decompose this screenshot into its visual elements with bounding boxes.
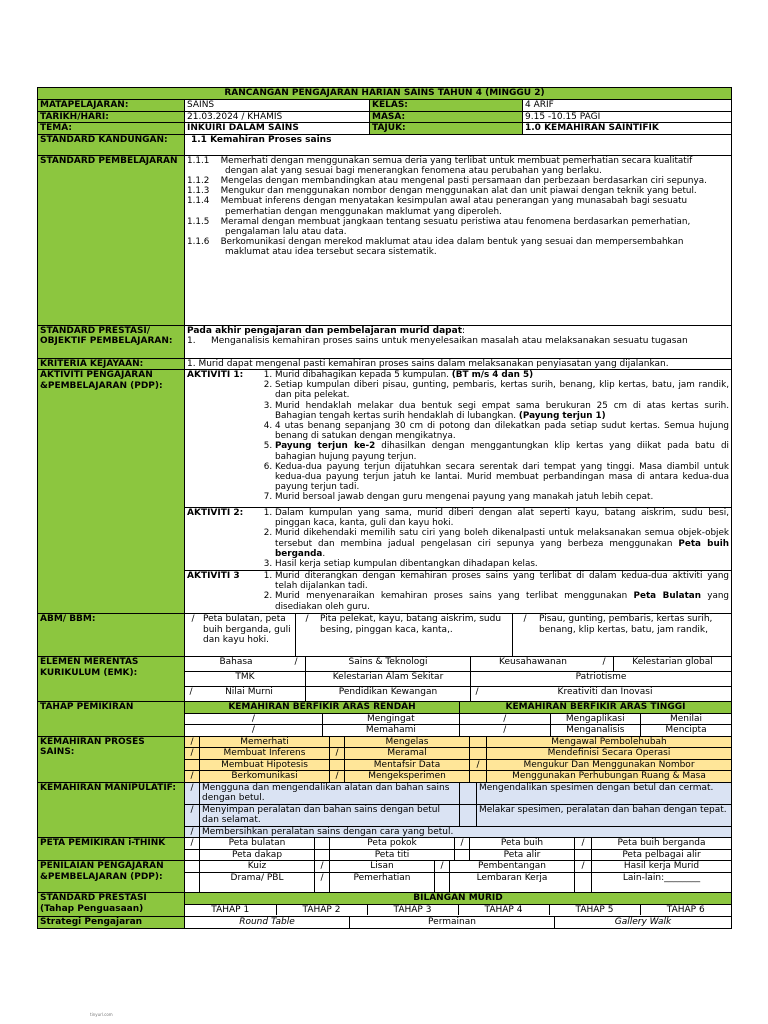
list-item: 4. 4 utas benang sepanjang 30 cm di potong dan dilekatkan pada setiap sudut kertas. Semua hujung benang di satukan dengan mengikatnya.: [275, 421, 729, 441]
sp-text-cont: maklumat atau idea tersebut secara sistematik.: [225, 247, 437, 258]
sp-text-cont: pemerhatian dengan menggunakan maklumat yang diperoleh.: [225, 206, 502, 217]
list-item: 2. Murid dikehendaki memilih satu ciri yang boleh dikenalpasti untuk melaksanakan semua objek-objek tersebut dan membina jadual pengelasan ciri sepunya yang berbeza menggunakan Peta buih berganda.: [275, 528, 729, 559]
manipulatif-item: Mengguna dan mengendalikan alatan dan bahan sains dengan betul.: [200, 783, 460, 805]
sp-text: Mengukur dan menggunakan nombor dengan menggunakan alat dan unit piawai dengan teknik yang betul.: [220, 186, 697, 197]
objektif-label: STANDARD PRESTASI/ OBJEKTIF PEMBELAJARAN:: [38, 325, 185, 358]
aktiviti-3: [185, 571, 732, 614]
tahap-cell: TAHAP 1: [185, 904, 276, 915]
aktiviti-1-title: AKTIVITI 1:: [187, 370, 244, 380]
sp-text: Berkomunikasi dengan merekod maklumat atau idea dalam bentuk yang sesuai dan mempersembahkan: [220, 237, 684, 248]
penilaian-item: Drama/ PBL: [200, 872, 315, 892]
emk-item: Pendidikan Kewangan: [306, 687, 471, 701]
penilaian-item: Pembentangan: [450, 861, 575, 872]
emk-item: Keusahawanan: [499, 657, 567, 667]
manipulatif-item: Mengendalikan spesimen dengan betul dan cermat.: [479, 782, 714, 793]
tahap-item: Mengaplikasi: [550, 713, 641, 725]
tahap-item: Mencipta: [665, 725, 707, 735]
penilaian-item: Kuiz: [200, 861, 315, 872]
bilangan-murid-header: BILANGAN MURID: [413, 893, 503, 903]
sp-text: Meramal dengan membuat jangkaan tentang sesuatu peristiwa atau fenomena berdasarkan pemerhatian,: [220, 216, 691, 227]
tahap-item: Memahami: [322, 725, 459, 736]
tahap-item: Menilai: [669, 713, 703, 724]
sp-number: 1.1.3: [187, 186, 210, 197]
penilaian-item: Hasil kerja Murid: [623, 861, 700, 871]
kbat-rendah-header: KEMAHIRAN BERFIKIR ARAS RENDAH: [185, 702, 460, 713]
kbat-tinggi-header: KEMAHIRAN BERFIKIR ARAS TINGGI: [505, 702, 686, 712]
tarikh-label: TARIKH/HARI:: [38, 111, 185, 123]
tahap-cell: TAHAP 6: [666, 904, 705, 915]
tahap-cell: TAHAP 3: [367, 904, 458, 915]
kelas-value: 4 ARIF: [523, 100, 732, 112]
tajuk-label: TAJUK:: [370, 123, 523, 135]
abm-item-2: Pita pelekat, kayu, batang aiskrim, sudu besing, pinggan kaca, kanta,.: [318, 614, 513, 656]
kps-item: Mengeksperimen: [345, 771, 470, 782]
abm-item-3: Pisau, gunting, pembaris, kertas surih, benang, klip kertas, batu, jam randik,: [539, 614, 713, 635]
list-item: 3. Murid hendaklah melakar dua bentuk segi empat sama berukuran 25 cm di atas kertas surih. Bahagian tengah kertas surih hendaklah di lubangkan. (Payung terjun 1): [275, 401, 729, 421]
matapelajaran-label: MATAPELAJARAN:: [38, 100, 185, 112]
kps-item: Berkomunikasi: [200, 771, 330, 782]
aktiviti-1: [185, 370, 732, 508]
emk-item: Bahasa: [219, 657, 253, 667]
check-mark: /: [523, 614, 527, 624]
ithink-item: Peta pelbagai alir: [622, 849, 701, 860]
sp-item: [187, 196, 729, 206]
tahap-cell: TAHAP 2: [276, 904, 367, 915]
abm-label: ABM/ BBM:: [38, 614, 185, 657]
document-title: RANCANGAN PENGAJARAN HARIAN SAINS TAHUN 4 (MINGGU 2): [38, 88, 732, 100]
emk-item: Kelestarian global: [632, 657, 713, 667]
penilaian-label: PENILAIAN PENGAJARAN &PEMBELAJARAN (PDP):: [38, 861, 185, 893]
manipulatif-item: Melakar spesimen, peralatan dan bahan dengan tepat.: [479, 804, 727, 815]
penilaian-item: Lembaran Kerja: [450, 872, 575, 892]
kps-item: Mengukur Dan Menggunakan Nombor: [523, 759, 695, 770]
sp-number: 1.1.2: [187, 175, 210, 186]
kps-item: Membuat Inferens: [200, 748, 330, 760]
list-item: 3. Hasil kerja setiap kumpulan dibentangkan dihadapan kelas.: [275, 559, 729, 569]
kps-item: Memerhati: [200, 737, 330, 748]
strategi-item: Round Table: [185, 917, 350, 928]
emk-item: Patriotisme: [575, 671, 627, 682]
objektif-heading: Pada akhir pengajaran dan pembelajaran murid dapat: [187, 325, 462, 336]
ithink-item: Peta dakap: [200, 849, 315, 860]
standard-pembelajaran-label: STANDARD PEMBELAJARAN: [38, 155, 185, 325]
ithink-item: Peta buih: [470, 838, 575, 849]
sp-text-cont: dengan alat yang sesuai bagi menerangkan fenomena atau perubahan yang berlaku.: [225, 165, 602, 176]
list-item: 5. Payung terjun ke-2 dihasilkan dengan menggantungkan klip kertas yang diikat pada batu di bahagian hujung payung terjun.: [275, 441, 729, 461]
tahap-pemikiran-label: TAHAP PEMIKIRAN: [38, 702, 185, 737]
tarikh-value: 21.03.2024 / KHAMIS: [185, 111, 370, 123]
list-item: 6. Kedua-dua payung terjun dijatuhkan secara serentak dari tempat yang tinggi. Masa diambil untuk kedua-dua payung terjun jatuh ke lantai. Murid membuat perbandingan masa di antara kedua-dua payung terjun tadi.: [275, 462, 729, 493]
matapelajaran-value: SAINS: [185, 100, 370, 112]
aktiviti-2: [185, 508, 732, 571]
kelas-label: KELAS:: [370, 100, 523, 112]
sp-number: 1.1.4: [187, 196, 210, 207]
list-item: 2. Murid menyenaraikan kemahiran proses sains yang terlibat menggunakan Peta Bulatan yang disediakan oleh guru.: [275, 591, 729, 611]
ithink-item: Peta bulatan: [200, 838, 315, 849]
tahap-cell: TAHAP 5: [549, 904, 640, 915]
strategi-item: Permainan: [350, 917, 555, 928]
check-mark: /: [305, 614, 309, 624]
ithink-item: Peta buih berganda: [617, 838, 706, 848]
sp-text: Mengelas dengan membandingkan atau mengenal pasti persamaan dan perbezaan berdasarkan ciri sepunya.: [220, 175, 707, 186]
sp-text: Membuat inferens dengan menyatakan kesimpulan awal atau penerangan yang munasabah bagi sesuatu: [220, 196, 688, 207]
list-item: 2. Setiap kumpulan diberi pisau, gunting, pembaris, kertas surih, benang, klip kertas, batu, jam randik, dan pita pelekat.: [275, 380, 729, 400]
lesson-plan-page: [37, 87, 731, 929]
penilaian-item: Pemerhatian: [330, 872, 435, 892]
kps-item: Menggunakan Perhubungan Ruang & Masa: [512, 771, 706, 781]
masa-label: MASA:: [370, 111, 523, 123]
list-item: 1. Murid diterangkan dengan kemahiran proses sains yang terlibat di dalam kedua-dua aktiviti yang telah dijalankan tadi.: [275, 571, 729, 591]
penilaian-item: Lain-lain:________: [622, 872, 701, 883]
kriteria-value: 1. Murid dapat mengenal pasti kemahiran proses sains dalam melaksanakan penyiasatan yang dijalankan.: [185, 358, 732, 370]
lesson-plan-table: RANCANGAN PENGAJARAN HARIAN SAINS TAHUN 4 (MINGGU 2) MATAPELAJARAN: SAINS KELAS: 4 ARIF TARIKH/HARI: 21.03.2024 / KHAMIS MASA: 9.15 -10.15 PAGI TEMA: INKUIRI DALAM SAINS TAJUK: 1.0 KEMAHIRAN SAINTIFIK STANDARD KANDUNGAN: 1.1 Kemahiran Proses sains STANDARD PEMBELAJARAN 1.1.1 Memerhati dengan menggunakan semua deria yang terlibat untuk membuat pemerhatian secara kualitatif dengan alat yang sesuai bagi menerangkan fenomena atau perubahan yang berlaku. 1.1.2 Mengelas dengan membandingkan atau mengenal pasti persamaan dan perbezaan berdasarkan ciri sepunya. 1.1.3 Mengukur dan menggunakan nombor dengan menggunakan alat dan unit piawai dengan teknik yang betul. 1.1.4 Membuat inferens dengan menyatakan kesimpulan awal atau penerangan yang munasabah bagi sesuatu pemerhatian dengan menggunakan maklumat yang diperoleh. 1.1.5 Meramal dengan membuat jangkaan tentang sesuatu peristiwa atau fenomena berdasarkan pemerhatian, pengalaman lalu atau data. 1.1.6 Berkomunikasi dengan merekod maklumat atau idea dalam bentuk yang sesuai dan mempersembahkan maklumat atau idea tersebut secara sistematik. STANDARD PRESTASI/ OBJEKTIF PEMBELAJARAN: Pada akhir pengajaran dan pembelajaran murid dapat: 1. Menganalisis kemahiran proses sains untuk menyelesaikan masalah atau melaksanakan sesuatu tugasan KRITERIA KEJAYAAN: 1. Murid dapat mengenal pasti kemahiran proses sains dalam melaksanakan penyiasatan yang dijalankan. AKTIVITI PENGAJARAN &PEMBELAJARAN (PDP): AKTIVITI 1: 1. Murid dibahagikan kepada 5 kumpulan. (BT m/s 4 dan 5) 2. Setiap kumpulan diberi pisau, gunting, pembaris, kertas surih, benang, klip kertas, batu, jam randik, dan pita pelekat. 3. Murid hendaklah melakar dua bentuk segi empat sama berukuran 25 cm di atas kertas surih. Bahagian tengah kertas surih hendaklah di lubangkan. (Payung terjun 1) 4. 4 utas benang sepanjang 30 cm di potong dan dilekatkan pada setiap sudut kertas. Semua hujung benang di satukan dengan mengikatnya. 5. Payung terjun ke-2 dihasilkan dengan menggantungkan klip kertas yang diikat pada batu di bahagian hujung payung terjun. 6. Kedua-dua payung terjun dijatuhkan secara serentak dari tempat yang tinggi. Masa diambil untuk kedua-dua payung terjun jatuh ke lantai. Murid membuat perbandingan masa di antara kedua-dua payung terjun tadi. 7. Murid bersoal jawab dengan guru mengenai payung yang manakah jatuh lebih cepat. AKTIVITI 2: 1. Dalam kumpulan yang sama, murid diberi dengan alat seperti kayu, batang aiskrim, sudu besi, pinggan kaca, kanta, guli dan kayu hoki. 2. Murid dikehendaki memilih satu ciri yang boleh dikenalpasti untuk melaksanakan semua objek-objek tersebut dan membina jadual pengelasan ciri sepunya yang berbeza menggunakan Peta buih berganda. 3. Hasil kerja setiap kumpulan dibentangkan dihadapan kelas. AKTIVITI 3 1. Murid diterangkan dengan kemahiran proses sains yang terlibat di dalam kedua-dua aktiviti yang telah dijalankan tadi. 2. Murid menyenaraikan kemahiran proses sains yang terlibat menggunakan Peta Bulatan yang disediakan oleh guru. ABM/ BBM: / Peta bulatan, peta buih berganda, guli dan kayu hoki. / Pita pelekat, kayu, batang aiskrim, sudu besing, pinggan kaca, kanta,. / Pisau, gunting, pembaris, kertas surih, benang, klip kertas, batu, jam randik, ELEMEN MERENTAS KURIKULUM (EMK): Bahasa / Sains & Teknologi Keusahawanan / Kelestarian global TMK Kelestarian Alam Sekitar Patriotisme / Nilai Murni Pendidikan Kewangan / Kreativiti dan Inovasi TAHAP PEMIKIRAN KEMAHIRAN BERFIKIR ARAS RENDAH KEMAHIRAN BERFIKIR ARAS TINGGI / Mengingat / Mengaplikasi Menilai / Memahami / Menganalisis Mencipta KEMAHIRAN PROSES SAINS: / Memerhati Mengelas Mengawal Pembolehubah / Membuat Inferens / Meramal Mendefinisi Secara Operasi Membuat Hipotesis Mentafsir Data / Mengukur Dan Menggunakan Nombor / Berkomunikasi / Mengeksperimen Menggunakan Perhubungan Ruang & Masa KEMAHIRAN MANIPULATIF: / Mengguna dan mengendalikan alatan dan bahan sains dengan betul. Mengendalikan spesimen dengan betul dan cermat. / Menyimpan peralatan dan bahan sains dengan betul dan selamat. Melakar spesimen, peralatan dan bahan dengan tepat. / Membersihkan peralatan sains dengan cara yang betul. PETA PEMIKIRAN i-THINK / Peta bulatan Peta pokok / Peta buih / Peta buih berganda Peta dakap Peta titi Peta alir Peta pelbagai alir PENILAIAN PENGAJARAN &PEMBELAJARAN (PDP): Kuiz / Lisan / Pembentangan / Hasil kerja Murid Drama/ PBL / Pemerhatian Lembaran Kerja Lain-lain:________ STANDARD PRESTASI (Tahap Penguasaan) BILANGAN MURID TAHAP 1 TAHAP 2 TAHAP 3 TAHAP 4 TAHAP 5 TAHAP 6 Strategi Pengajaran Round Table Permainan Gallery Walk: [37, 87, 732, 929]
sp-number: 1.1.6: [187, 237, 210, 248]
list-item: 1. Murid dibahagikan kepada 5 kumpulan. (BT m/s 4 dan 5): [275, 370, 729, 380]
kps-item: Mentafsir Data: [345, 759, 470, 771]
tahap-cell: TAHAP 4: [458, 904, 549, 915]
emk-item: Kelestarian Alam Sekitar: [306, 671, 471, 686]
standard-kandungan-value: 1.1 Kemahiran Proses sains: [185, 134, 732, 155]
manipulatif-item: Menyimpan peralatan dan bahan sains dengan betul dan selamat.: [200, 804, 460, 826]
sp-number: 1.1.1: [187, 155, 210, 166]
list-item: 7. Murid bersoal jawab dengan guru mengenai payung yang manakah jatuh lebih cepat.: [275, 492, 729, 502]
emk-item: Sains & Teknologi: [306, 657, 471, 671]
standard-prestasi-label: STANDARD PRESTASI (Tahap Penguasaan): [38, 893, 185, 917]
tema-value: INKUIRI DALAM SAINS: [185, 123, 370, 135]
kps-item: Meramal: [345, 748, 470, 760]
masa-value: 9.15 -10.15 PAGI: [523, 111, 732, 123]
standard-pembelajaran-list: [185, 155, 732, 325]
list-item: 1. Dalam kumpulan yang sama, murid diberi dengan alat seperti kayu, batang aiskrim, sudu besi, pinggan kaca, kanta, guli dan kayu hoki.: [275, 508, 729, 528]
strategi-label: Strategi Pengajaran: [38, 917, 185, 929]
sp-text: Memerhati dengan menggunakan semua deria yang terlibat untuk membuat pemerhatian secara kualitatif: [220, 155, 693, 166]
kps-item: Mengelas: [345, 737, 470, 748]
emk-item: Nilai Murni: [225, 687, 273, 698]
sp-item: [187, 237, 729, 247]
ithink-item: Peta titi: [330, 849, 455, 860]
manipulatif-item: Membersihkan peralatan sains dengan cara yang betul.: [202, 826, 454, 837]
kps-item: Mendefinisi Secara Operasi: [547, 748, 671, 758]
ithink-label: PETA PEMIKIRAN i-THINK: [38, 838, 185, 861]
sp-item: [187, 186, 729, 196]
objektif-content: Pada akhir pengajaran dan pembelajaran murid dapat: 1. Menganalisis kemahiran proses sains untuk menyelesaikan masalah atau melaksanakan sesuatu tugasan: [185, 325, 732, 358]
emk-item: TMK: [185, 671, 306, 686]
kriteria-label: KRITERIA KEJAYAAN:: [38, 358, 185, 370]
aktiviti-3-title: AKTIVITI 3: [187, 571, 240, 581]
kps-item: Membuat Hipotesis: [200, 759, 330, 771]
sp-number: 1.1.5: [187, 216, 210, 227]
ithink-item: Peta pokok: [330, 838, 455, 849]
emk-label: ELEMEN MERENTAS KURIKULUM (EMK):: [38, 657, 185, 702]
emk-item: Kreativiti dan Inovasi: [557, 687, 653, 698]
sp-item: [187, 156, 729, 166]
tema-label: TEMA:: [38, 123, 185, 135]
kps-label: KEMAHIRAN PROSES SAINS:: [38, 736, 185, 782]
footer-watermark: tinyurl.com: [90, 1012, 113, 1017]
check-mark: /: [191, 614, 195, 624]
aktiviti-2-title: AKTIVITI 2:: [187, 508, 244, 518]
penilaian-item: Lisan: [330, 861, 435, 872]
tajuk-value: 1.0 KEMAHIRAN SAINTIFIK: [523, 123, 732, 135]
objektif-item: Menganalisis kemahiran proses sains untuk menyelesaikan masalah atau melaksanakan sesuatu tugasan: [211, 336, 688, 346]
sp-text-cont: pengalaman lalu atau data.: [225, 226, 347, 237]
aktiviti-label: AKTIVITI PENGAJARAN &PEMBELAJARAN (PDP):: [38, 370, 185, 614]
ithink-item: Peta alir: [470, 849, 575, 860]
kps-item: Mengawal Pembolehubah: [551, 736, 667, 747]
standard-kandungan-label: STANDARD KANDUNGAN:: [38, 134, 185, 155]
manipulatif-label: KEMAHIRAN MANIPULATIF:: [38, 782, 185, 838]
tahap-item: Menganalisis: [550, 725, 641, 736]
sp-item: [187, 176, 729, 186]
sp-item: [187, 217, 729, 227]
strategi-item: Gallery Walk: [614, 917, 672, 927]
tahap-item: Mengingat: [322, 713, 459, 725]
abm-item-1: Peta bulatan, peta buih berganda, guli dan kayu hoki.: [201, 614, 296, 656]
